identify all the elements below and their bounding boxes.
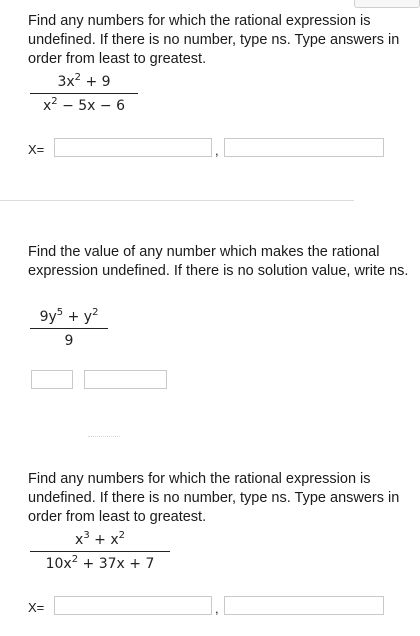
fraction-bar [30, 328, 108, 329]
fraction-bar [30, 93, 138, 94]
question-2-denominator: 9 [64, 333, 74, 349]
question-2-fraction [30, 309, 108, 349]
question-1-fraction [30, 74, 138, 114]
question-3-answer-2-input[interactable] [224, 596, 384, 615]
question-3-answer-1-input[interactable] [54, 596, 212, 615]
question-2-prompt: Find the value of any number which makes the rational expression undefined. If there is no solution value, write ns. [28, 244, 409, 279]
question-2-answer-input-right[interactable] [84, 370, 167, 389]
faint-marker [88, 436, 120, 437]
top-button[interactable] [354, 0, 420, 8]
question-3-x-label: X= [28, 600, 45, 615]
fraction-bar [30, 551, 170, 552]
question-1-answer-2-input[interactable] [224, 138, 384, 157]
question-3-comma: , [215, 601, 219, 616]
question-1-numerator: $3x^2 + 9$ [57, 72, 111, 90]
question-3-numerator: $x^3 + x^2$ [75, 530, 125, 548]
question-1-answer-1-input[interactable] [54, 138, 212, 157]
question-1-prompt: Find any numbers for which the rational expression is undefined. If there is no number, type ns. Type answers in order from least to greatest. [28, 13, 400, 67]
question-1-comma: , [215, 143, 219, 158]
question-3-prompt: Find any numbers for which the rational expression is undefined. If there is no number, type ns. Type answers in order from least to greatest. [28, 471, 400, 525]
question-2-numerator: $9y^5 + y^2$ [39, 307, 99, 325]
question-3-denominator: $10x^2 + 37x + 7$ [45, 554, 155, 572]
question-1-x-label: X= [28, 142, 45, 157]
question-1-denominator: $x^2 - 5x - 6$ [42, 96, 126, 114]
question-3-fraction [30, 532, 170, 572]
question-2-answer-input-left[interactable] [31, 370, 73, 389]
divider [0, 200, 354, 201]
